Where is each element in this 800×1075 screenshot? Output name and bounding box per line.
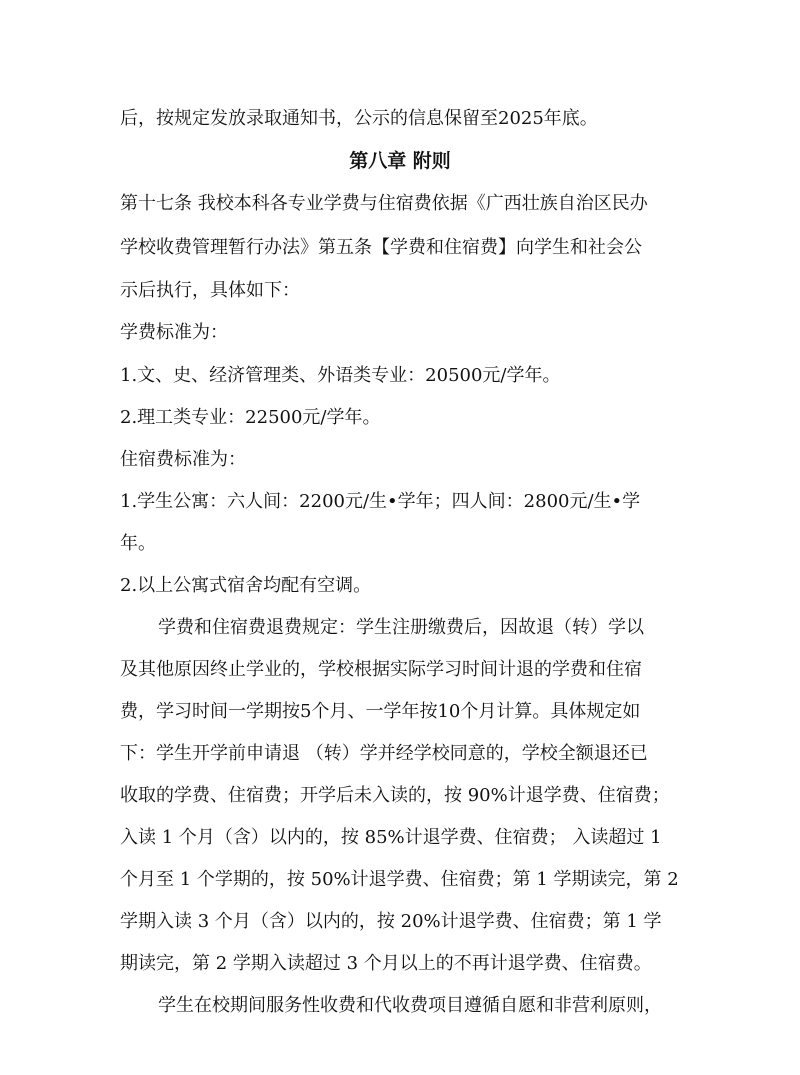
- refund-rule-line-8: 学期入读 3 个月（含）以内的，按 20%计退学费、住宿费；第 1 学: [120, 911, 662, 932]
- article-17-line-2: 学校收费管理暂行办法》第五条【学费和住宿费】向学生和社会公: [120, 237, 642, 258]
- tuition-standard-heading: 学费标准为：: [120, 322, 228, 343]
- refund-rule-line-4: 下：学生开学前申请退 （转）学并经学校同意的，学校全额退还已: [120, 743, 648, 764]
- chapter-heading: 第八章 附则: [349, 150, 451, 172]
- accommodation-item-1: 1.学生公寓：六人间：2200元/生•学年；四人间：2800元/生•学: [120, 491, 641, 512]
- refund-rule-line-6: 入读 1 个月（含）以内的，按 85%计退学费、住宿费； 入读超过 1: [120, 827, 662, 848]
- refund-rule-line-3: 费，学习时间一学期按5个月、一学年按10个月计算。具体规定如: [120, 701, 641, 722]
- accommodation-standard-heading: 住宿费标准为：: [120, 449, 246, 470]
- tuition-item-2: 2.理工类专业：22500元/学年。: [120, 407, 381, 428]
- tuition-item-1: 1.文、史、经济管理类、外语类专业：20500元/学年。: [120, 365, 561, 386]
- article-17-line-1: 第十七条 我校本科各专业学费与住宿费依据《广西壮族自治区民办: [120, 193, 648, 214]
- article-17-line-3: 示后执行，具体如下：: [120, 280, 300, 301]
- accommodation-item-2: 2.以上公寓式宿舍均配有空调。: [120, 575, 372, 596]
- refund-rule-line-9: 期读完，第 2 学期入读超过 3 个月以上的不再计退学费、住宿费。: [120, 953, 652, 974]
- accommodation-item-1-cont: 年。: [120, 533, 156, 554]
- refund-rule-line-7: 个月至 1 个学期的，按 50%计退学费、住宿费；第 1 学期读完，第 2: [120, 869, 679, 890]
- refund-rule-line-1: 学费和住宿费退费规定：学生注册缴费后，因故退（转）学以: [158, 617, 644, 638]
- refund-rule-line-2: 及其他原因终止学业的，学校根据实际学习时间计退的学费和住宿: [120, 659, 642, 680]
- refund-rule-line-5: 收取的学费、住宿费；开学后未入读的，按 90%计退学费、住宿费；: [120, 785, 670, 806]
- text-line-1: 后，按规定发放录取通知书，公示的信息保留至2025年底。: [120, 108, 598, 129]
- service-fee-line-1: 学生在校期间服务性收费和代收费项目遵循自愿和非营利原则，: [158, 995, 662, 1016]
